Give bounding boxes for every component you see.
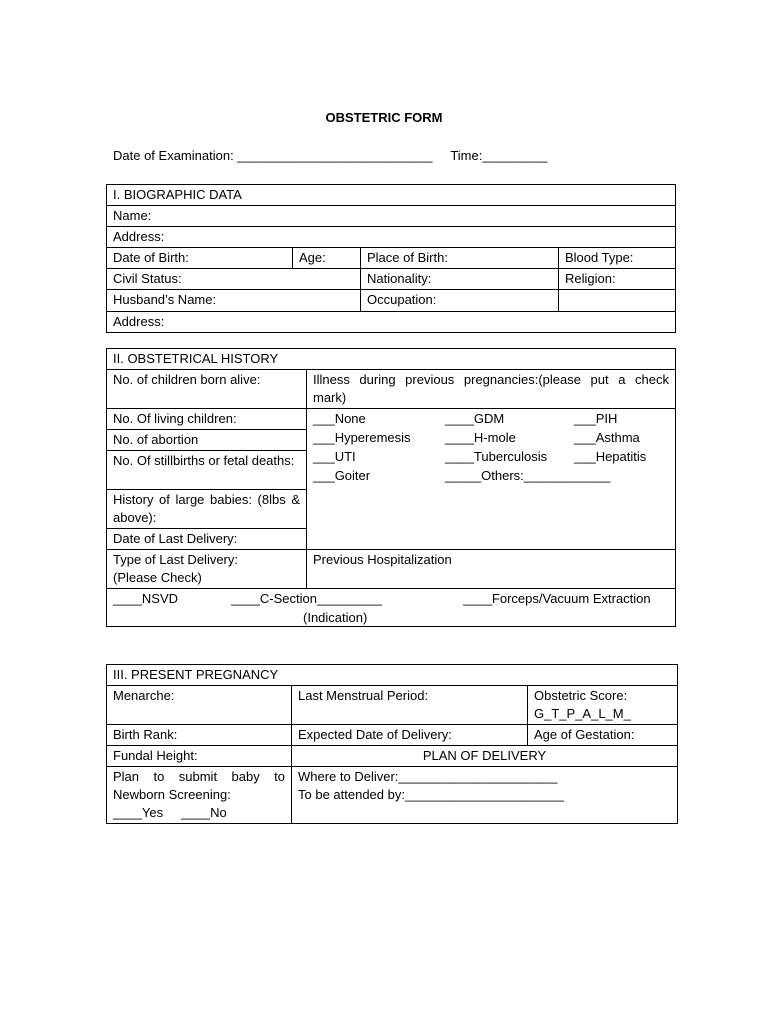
check-none[interactable]: ___None: [313, 411, 366, 426]
check-gdm[interactable]: ____GDM: [445, 411, 505, 426]
obstetrical-history-table: [106, 348, 676, 627]
name-field[interactable]: Name:: [107, 206, 676, 227]
csection-option[interactable]: ____C-Section_________: [231, 591, 383, 606]
nationality-field[interactable]: Nationality:: [361, 269, 559, 290]
dob-field[interactable]: Date of Birth:: [107, 248, 293, 269]
age-field[interactable]: Age:: [293, 248, 361, 269]
newborn-screening-cell: [107, 767, 292, 824]
prev-hospitalization-field[interactable]: Previous Hospitalization: [307, 550, 676, 589]
last-delivery-date-field[interactable]: Date of Last Delivery:: [107, 529, 307, 550]
menarche-field[interactable]: Menarche:: [107, 686, 292, 725]
husband-name-field[interactable]: Husband’s Name:: [107, 290, 361, 312]
blank-cell[interactable]: [559, 290, 676, 312]
address-field[interactable]: Address:: [107, 227, 676, 248]
exam-date-time-line[interactable]: Date of Examination: ___________________________ Time:_________: [113, 148, 548, 163]
check-asthma[interactable]: ___Asthma: [574, 430, 640, 445]
religion-field[interactable]: Religion:: [559, 269, 676, 290]
large-babies-field[interactable]: History of large babies: (8lbs & above):: [107, 490, 307, 529]
aog-field[interactable]: Age of Gestation:: [528, 725, 678, 746]
address2-field[interactable]: Address:: [107, 312, 676, 333]
check-hyperemesis[interactable]: ___Hyperemesis: [313, 430, 411, 445]
gtpal-label: G_T_P_A_L_M_: [534, 706, 631, 721]
stillbirths-field[interactable]: No. Of stillbirths or fetal deaths:: [107, 451, 307, 490]
check-hepatitis[interactable]: ___Hepatitis: [574, 449, 647, 464]
occupation-field[interactable]: Occupation:: [361, 290, 559, 312]
biographic-header: I. BIOGRAPHIC DATA: [107, 185, 676, 206]
where-deliver-field[interactable]: Where to Deliver:______________________: [298, 769, 558, 784]
fundal-height-field[interactable]: Fundal Height:: [107, 746, 292, 767]
illness-label: Illness during previous pregnancies:(please put a check mark): [307, 370, 676, 409]
birth-rank-field[interactable]: Birth Rank:: [107, 725, 292, 746]
yes-no-options[interactable]: ____Yes ____No: [113, 805, 227, 820]
children-alive-field[interactable]: No. of children born alive:: [107, 370, 307, 409]
plan-of-delivery-header: PLAN OF DELIVERY: [292, 746, 678, 767]
delivery-plan-cell: [292, 767, 678, 824]
please-check-label: (Please Check): [113, 570, 202, 585]
living-children-field[interactable]: No. Of living children:: [107, 409, 307, 430]
obstetrical-header: II. OBSTETRICAL HISTORY: [107, 349, 676, 370]
check-h-mole[interactable]: ____H-mole: [445, 430, 516, 445]
present-header: III. PRESENT PREGNANCY: [107, 665, 678, 686]
edd-field[interactable]: Expected Date of Delivery:: [292, 725, 528, 746]
check-goiter[interactable]: ___Goiter: [313, 468, 371, 483]
blood-type-field[interactable]: Blood Type:: [559, 248, 676, 269]
nsvd-option[interactable]: ____NSVD: [113, 591, 179, 606]
obstetric-score-label: Obstetric Score:: [534, 688, 628, 703]
obstetric-score-field[interactable]: [528, 686, 678, 725]
forceps-option[interactable]: ____Forceps/Vacuum Extraction: [463, 591, 651, 606]
check-pih[interactable]: ___PIH: [574, 411, 618, 426]
present-pregnancy-table: [106, 664, 678, 824]
indication-label: (Indication): [303, 610, 368, 625]
lmp-field[interactable]: Last Menstrual Period:: [292, 686, 528, 725]
check-others[interactable]: _____Others:____________: [445, 468, 611, 483]
place-of-birth-field[interactable]: Place of Birth:: [361, 248, 559, 269]
check-uti[interactable]: ___UTI: [313, 449, 356, 464]
check-tuberculosis[interactable]: ____Tuberculosis: [445, 449, 548, 464]
delivery-type-options: [107, 589, 676, 627]
abortion-field[interactable]: No. of abortion: [107, 430, 307, 451]
last-delivery-type-field: [107, 550, 307, 589]
attended-by-field[interactable]: To be attended by:______________________: [298, 787, 565, 802]
civil-status-field[interactable]: Civil Status:: [107, 269, 361, 290]
illness-checklist: [307, 409, 676, 550]
form-title: OBSTETRIC FORM: [325, 110, 443, 125]
plan-submit-label: Plan to submit baby to Newborn Screening:: [113, 769, 285, 802]
biographic-data-table: [106, 184, 676, 333]
last-delivery-type-label: Type of Last Delivery:: [113, 552, 238, 567]
